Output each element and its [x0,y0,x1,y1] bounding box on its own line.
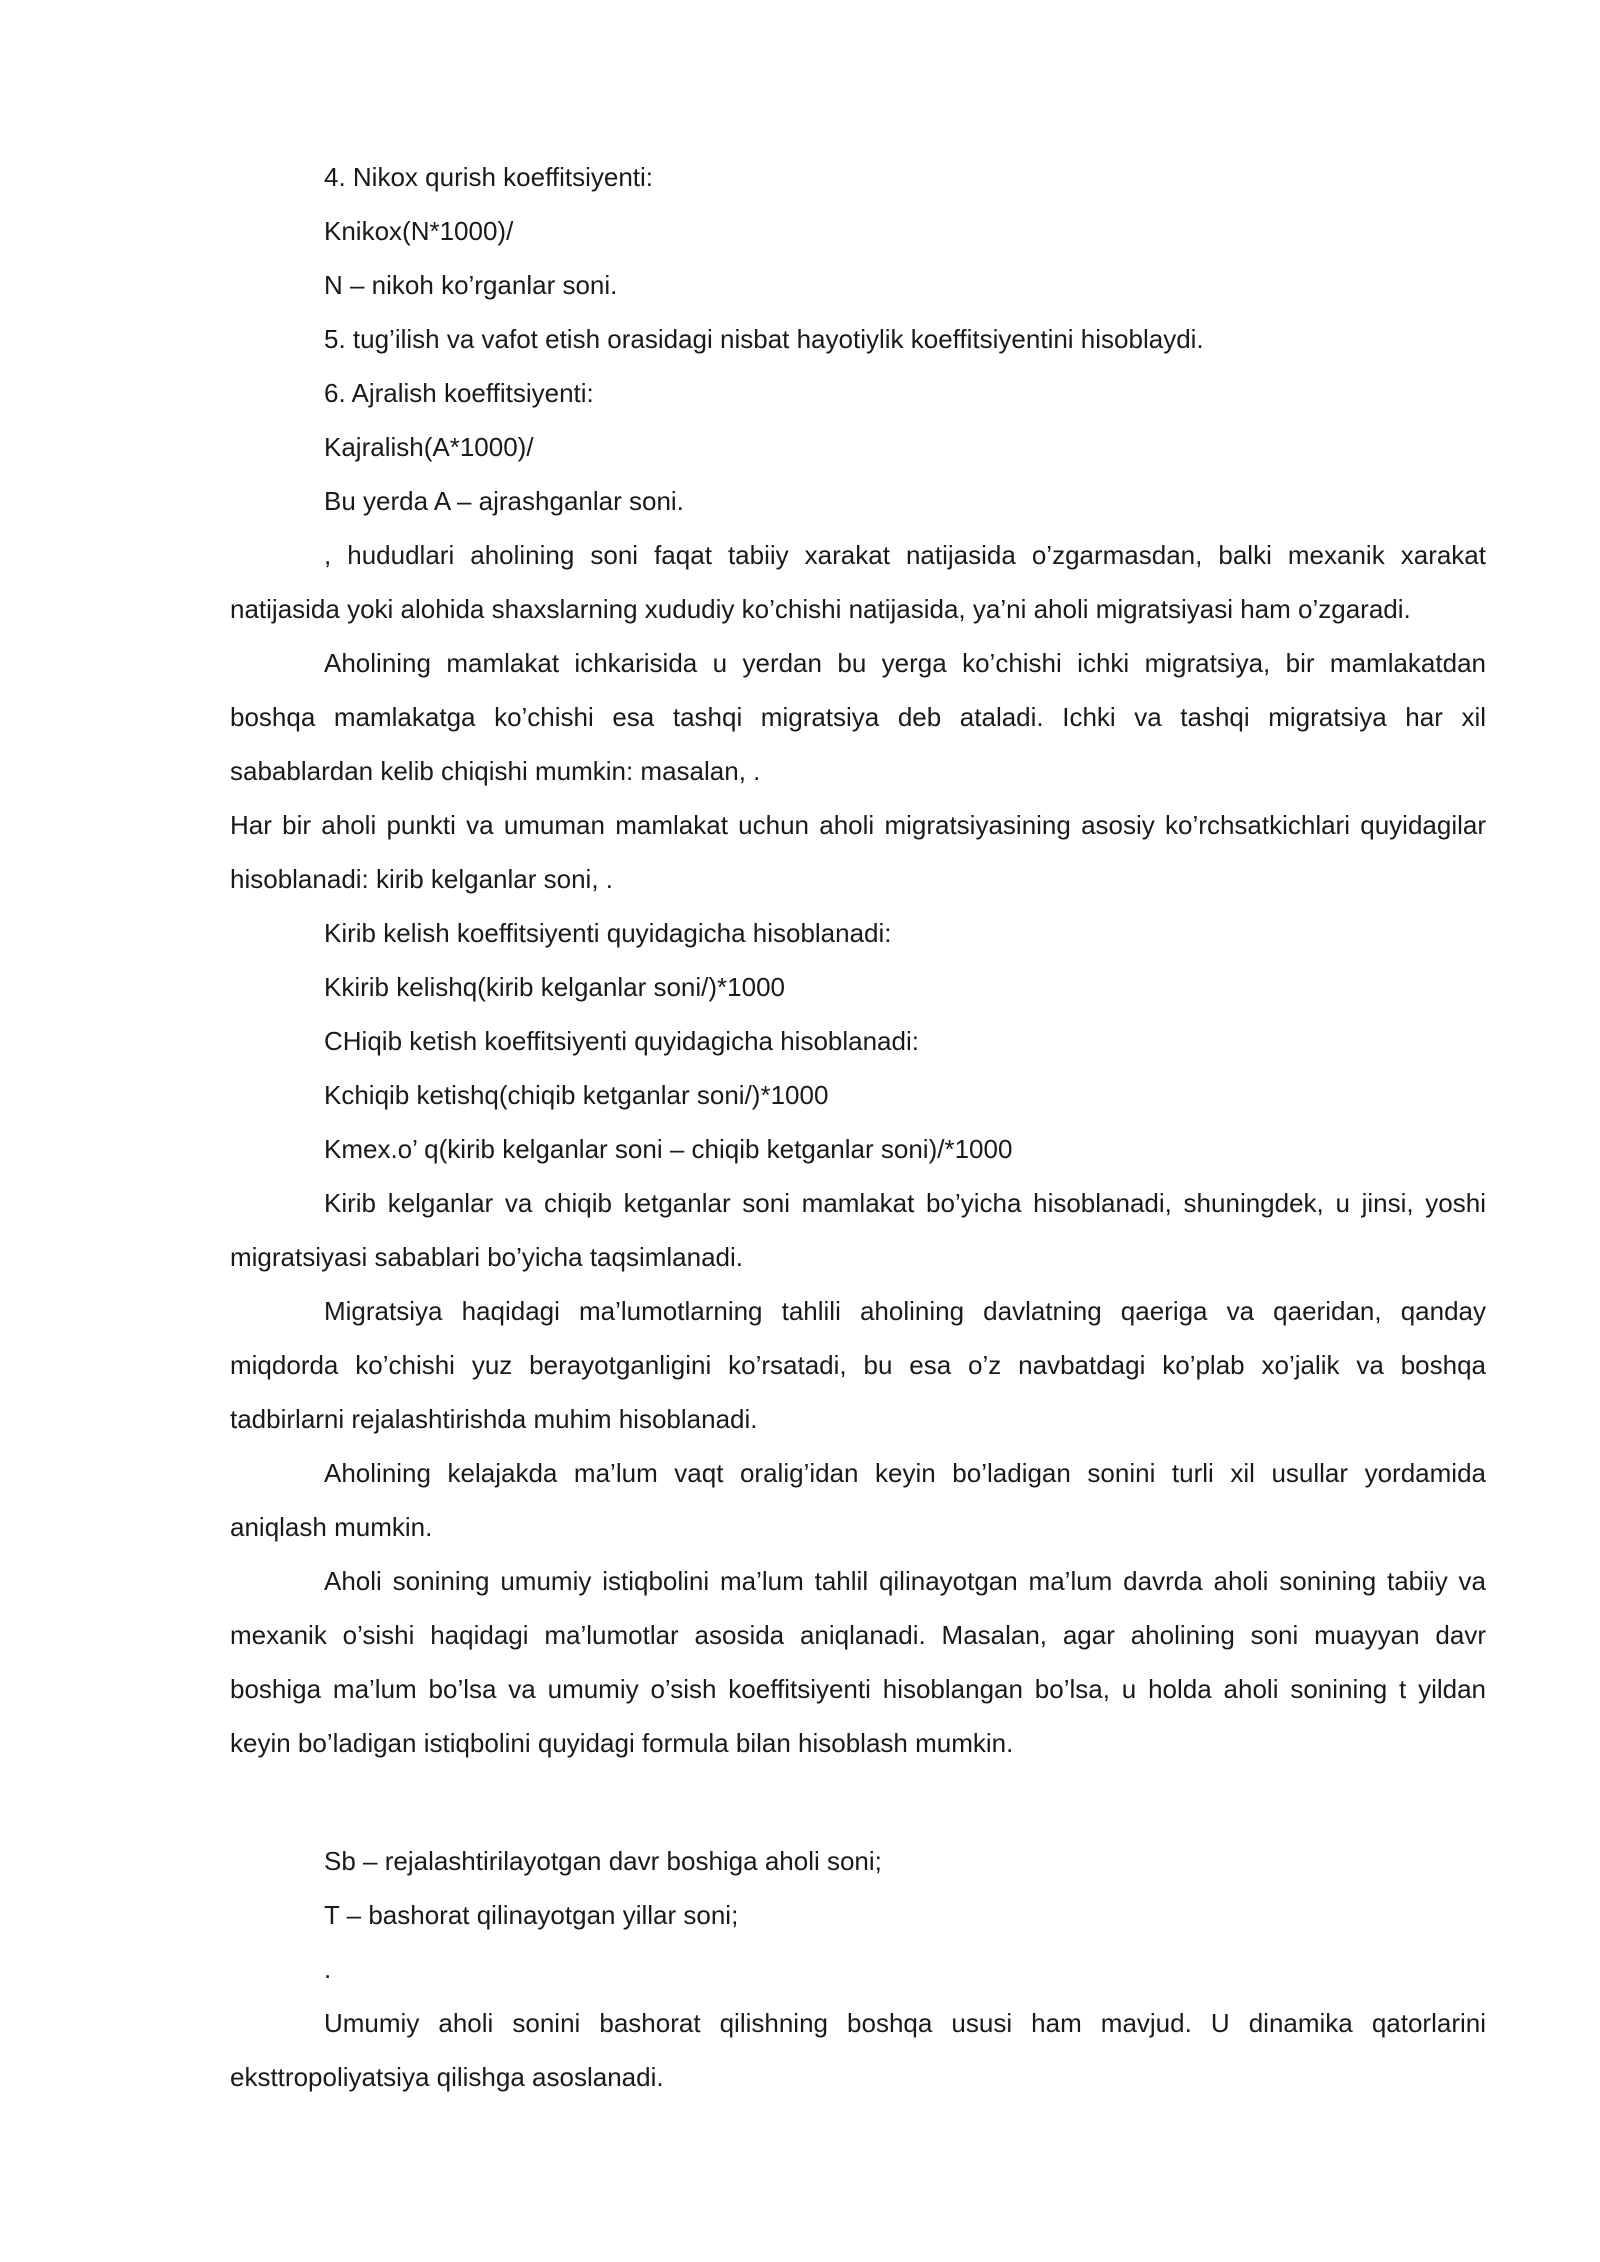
paragraph: Aholi sonining umumiy istiqbolini ma’lum tahlil qilinayotgan ma’lum davrda aholi sonining tabiiy va mexanik o’sishi haqidagi ma’lumotlar asosida aniqlanadi. Masalan, agar aholining soni muayyan davr boshiga ma’lum bo’lsa va umumiy o’sish koeffitsiyenti hisoblangan bo’lsa, u holda aholi sonining t yildan keyin bo’ladigan istiqbolini quyidagi formula bilan hisoblash mumkin. [230,1566,1486,1758]
text-line: Kirib kelish koeffitsiyenti quyidagicha hisoblanadi: [324,918,892,948]
paragraph: Aholining mamlakat ichkarisida u yerdan bu yerga ko’chishi ichki migratsiya, bir mamlakatdan boshqa mamlakatga ko’chishi esa tashqi migratsiya deb ataladi. Ichki va tashqi migratsiya har xil sabablardan kelib chiqishi mumkin: masalan, . [230,648,1486,786]
paragraph: Kirib kelganlar va chiqib ketganlar soni mamlakat bo’yicha hisoblanadi, shuningdek, u jinsi, yoshi migratsiyasi sabablari bo’yicha taqsimlanadi. [230,1188,1486,1272]
paragraph: Aholining kelajakda ma’lum vaqt oralig’idan keyin bo’ladigan sonini turli xil usullar yordamida aniqlash mumkin. [230,1458,1486,1542]
definition-line: Sb – rejalashtirilayotgan davr boshiga aholi soni; [324,1846,882,1876]
formula-line: Kajralish(A*1000)/ [324,432,534,462]
text-line: Bu yerda A – ajrashganlar soni. [324,486,684,516]
text-line: 6. Ajralish koeffitsiyenti: [324,378,594,408]
text-line: CHiqib ketish koeffitsiyenti quyidagicha hisoblanadi: [324,1026,919,1056]
document-body [230,150,1486,2104]
definition-line: . [324,1954,332,1984]
empty-formula-space [230,1770,1486,1834]
paragraph: Umumiy aholi sonini bashorat qilishning boshqa ususi ham mavjud. U dinamika qatorlarini eksttropoliyatsiya qilishga asoslanadi. [230,2008,1486,2092]
text-line: 5. tug’ilish va vafot etish orasidagi nisbat hayotiylik koeffitsiyentini hisoblaydi. [324,324,1204,354]
text-line: 4. Nikox qurish koeffitsiyenti: [324,162,653,192]
paragraph: Har bir aholi punkti va umuman mamlakat uchun aholi migratsiyasining asosiy ko’rchsatkichlari quyidagilar hisoblanadi: kirib kelganlar soni, . [230,810,1486,894]
formula-line: Kkirib kelishq(kirib kelganlar soni/)*1000 [324,972,785,1002]
definition-line: T – bashorat qilinayotgan yillar soni; [324,1900,739,1930]
paragraph: , hududlari aholining soni faqat tabiiy xarakat natijasida o’zgarmasdan, balki mexanik xarakat natijasida yoki alohida shaxslarning xududiy ko’chishi natijasida, ya’ni aholi migratsiyasi ham o’zgaradi. [230,540,1486,624]
text-line: N – nikoh ko’rganlar soni. [324,270,618,300]
formula-line: Kchiqib ketishq(chiqib ketganlar soni/)*1000 [324,1080,829,1110]
formula-line: Knikox(N*1000)/ [324,216,514,246]
paragraph: Migratsiya haqidagi ma’lumotlarning tahlili aholining davlatning qaeriga va qaeridan, qanday miqdorda ko’chishi yuz berayotganligini ko’rsatadi, bu esa o’z navbatdagi ko’plab xo’jalik va boshqa tadbirlarni rejalashtirishda muhim hisoblanadi. [230,1296,1486,1434]
formula-line: Kmex.o’ q(kirib kelganlar soni – chiqib ketganlar soni)/*1000 [324,1134,1013,1164]
